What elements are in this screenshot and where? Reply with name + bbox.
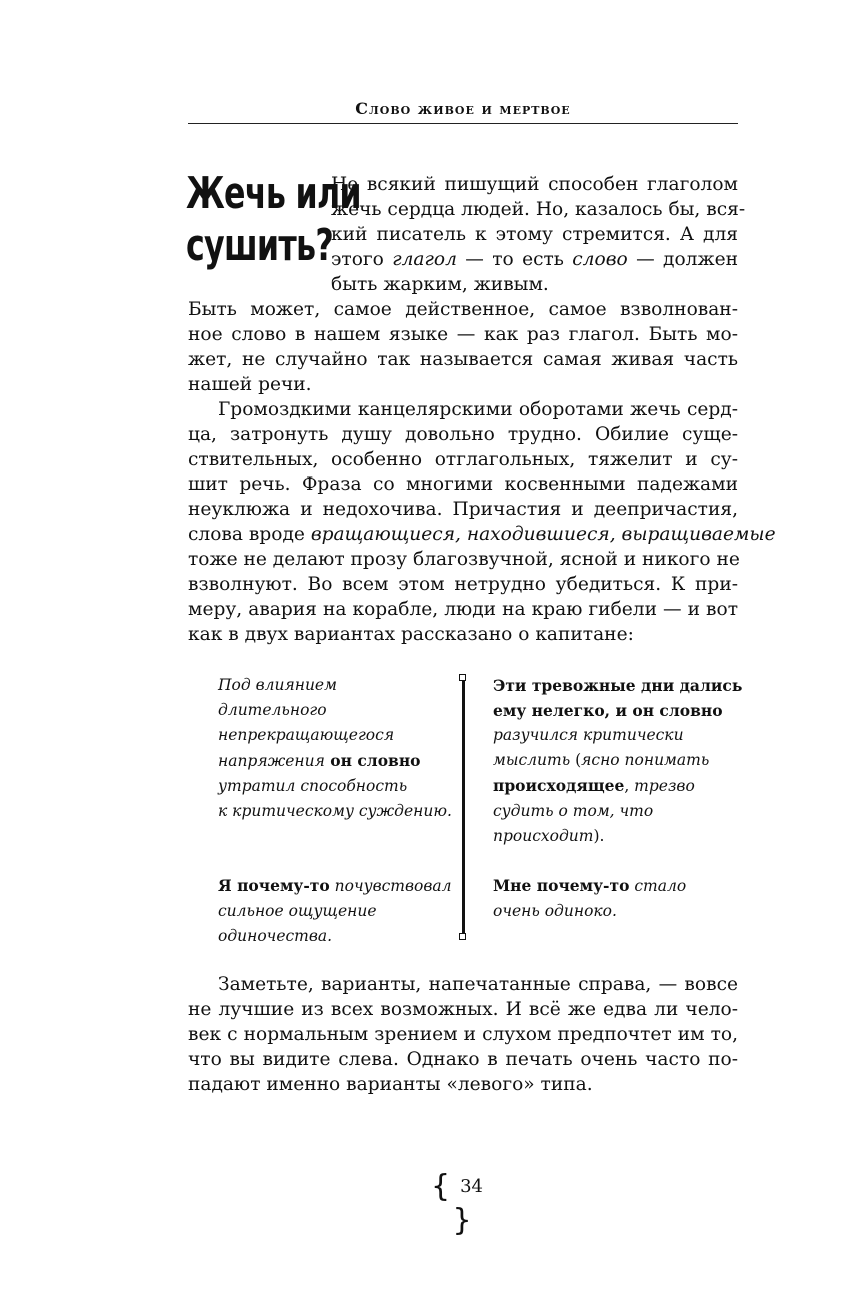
text-line: судить о том, что xyxy=(493,802,654,820)
text-line: взволнуют. Во всем этом нетрудно убедиться. К при- xyxy=(188,574,738,595)
right-example-1 xyxy=(493,673,743,849)
text-run: происходит xyxy=(493,827,594,845)
running-head: Слово живое и мертвое xyxy=(355,99,571,118)
text-line: ное слово в нашем языке — как раз глагол. Быть мо- xyxy=(188,324,738,345)
italic-term: слово xyxy=(572,249,628,270)
text-line: Быть может, самое действенное, самое взволнован- xyxy=(188,299,738,320)
text-line: разучился критически xyxy=(493,726,684,744)
left-example-2 xyxy=(218,873,450,949)
text-line: тоже не делают прозу благозвучной, ясной и никого не xyxy=(188,549,740,570)
text-line xyxy=(218,873,450,899)
left-example-1 xyxy=(218,673,450,824)
text-line: одиночества. xyxy=(218,927,333,945)
text-line: жет, не случайно так называется самая живая часть xyxy=(188,349,738,370)
bold-run: Я почему-то xyxy=(218,876,330,895)
text-line: утратил способность xyxy=(218,777,408,795)
italic-term: глагол xyxy=(392,249,457,270)
divider-cap-bottom xyxy=(459,933,466,940)
text-line: как в двух вариантах рассказано о капитане: xyxy=(188,624,634,645)
text-line: непрекращающегося xyxy=(218,726,395,744)
text-line: падают именно варианты «левого» типа. xyxy=(188,1074,593,1095)
bold-run: он словно xyxy=(324,751,421,770)
text-line: век с нормальным зрением и слухом предпочтет им то, xyxy=(188,1024,738,1045)
text-run: ). xyxy=(593,827,605,845)
text-line: очень одиноко. xyxy=(493,902,617,920)
text-run: этого xyxy=(331,249,393,270)
text-line xyxy=(493,873,733,899)
text-line: ствительных, особенно отглагольных, тяжелит и су- xyxy=(188,449,738,470)
text-line xyxy=(331,247,738,272)
text-line: меру, авария на корабле, люди на краю гибели — и вот xyxy=(188,599,738,620)
text-run: трезво xyxy=(634,777,695,795)
text-line xyxy=(493,824,733,849)
text-line: Эти тревожные дни дались xyxy=(493,676,743,695)
text-line xyxy=(493,773,733,799)
paragraph-2 xyxy=(188,397,776,647)
text-run: — должен xyxy=(627,249,738,270)
text-line xyxy=(493,748,733,773)
paragraph-3 xyxy=(188,972,738,1097)
text-run: , xyxy=(624,777,635,795)
text-run: почувствовал xyxy=(329,877,452,895)
text-line: кий писатель к этому стремится. А для xyxy=(331,224,738,245)
right-example-2 xyxy=(493,873,733,924)
text-run: ( xyxy=(570,751,582,769)
bold-run: происходящее xyxy=(493,776,625,795)
text-line: длительного xyxy=(218,701,327,719)
text-line: к критическому суждению. xyxy=(218,802,452,820)
page-folio xyxy=(424,1169,500,1238)
text-line: Не всякий пишущий способен глаголом xyxy=(331,174,738,195)
brace-open-icon: { xyxy=(431,1169,451,1204)
text-line: быть жарким, живым. xyxy=(331,274,549,295)
text-line: Заметьте, варианты, напечатанные справа, — вовсе xyxy=(218,974,738,995)
text-line: жечь сердца людей. Но, казалось бы, вся- xyxy=(331,199,746,220)
text-run: мыслить xyxy=(493,751,571,769)
divider-cap-top xyxy=(459,674,466,681)
text-run: напряжения xyxy=(218,752,325,770)
text-line xyxy=(188,522,776,547)
text-line: шит речь. Фраза со многими косвенными падежами xyxy=(188,474,738,495)
text-line: нашей речи. xyxy=(188,374,312,395)
section-sidehead xyxy=(186,168,361,272)
page-number: 34 xyxy=(460,1176,483,1197)
column-divider xyxy=(462,677,465,937)
text-line: что вы видите слева. Однако в печать очень часто по- xyxy=(188,1049,738,1070)
italic-examples: вращающиеся, находившиеся, выращиваемые xyxy=(310,524,776,545)
text-run: — то есть xyxy=(456,249,573,270)
text-line: не лучшие из всех возможных. И всё же едва ли чело- xyxy=(188,999,738,1020)
bold-run: Мне почему-то xyxy=(493,876,630,895)
text-line: ца, затронуть душу довольно трудно. Обилие суще- xyxy=(188,424,738,445)
header-rule xyxy=(188,123,738,124)
paragraph-1 xyxy=(188,297,738,397)
sidehead-line: Жечь или xyxy=(186,168,361,219)
text-line: сильное ощущение xyxy=(218,902,377,920)
text-run: стало xyxy=(629,877,687,895)
brace-close-icon: } xyxy=(452,1203,472,1238)
text-line: ему нелегко, и он словно xyxy=(493,701,723,720)
text-line: неуклюжа и недохочива. Причастия и деепричастия, xyxy=(188,499,738,520)
sidehead-line: сушить? xyxy=(186,220,334,271)
text-line xyxy=(218,748,450,774)
text-line: Громоздкими канцелярскими оборотами жечь серд- xyxy=(218,399,738,420)
text-run: ясно понимать xyxy=(581,751,710,769)
lead-paragraph xyxy=(331,172,746,297)
text-line: Под влиянием xyxy=(218,676,337,694)
text-run: слова вроде xyxy=(188,524,311,545)
